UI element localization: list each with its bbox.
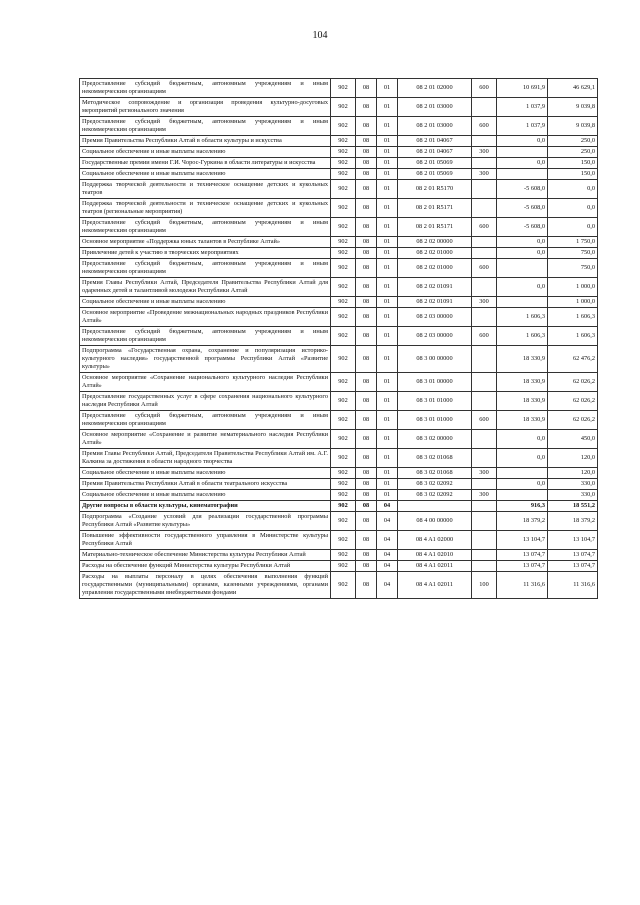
table-row bbox=[80, 561, 598, 572]
row-value1-cell: 18 330,9 bbox=[497, 346, 548, 373]
table-row bbox=[80, 308, 598, 327]
row-rz-cell: 08 bbox=[356, 490, 377, 501]
table-row bbox=[80, 512, 598, 531]
row-name-cell: Предоставление субсидий бюджетным, автономным учреждениям и иным некоммерческим организациям bbox=[80, 117, 331, 136]
row-csr-cell: 08 3 02 02092 bbox=[398, 490, 472, 501]
row-ved-cell: 902 bbox=[331, 259, 356, 278]
row-value1-cell: 13 074,7 bbox=[497, 550, 548, 561]
row-value1-cell: 0,0 bbox=[497, 430, 548, 449]
row-value1-cell: 0,0 bbox=[497, 158, 548, 169]
row-csr-cell: 08 2 02 01000 bbox=[398, 259, 472, 278]
row-ved-cell: 902 bbox=[331, 136, 356, 147]
row-value1-cell: 1 037,9 bbox=[497, 117, 548, 136]
row-value2-cell: 120,0 bbox=[548, 449, 598, 468]
row-ved-cell: 902 bbox=[331, 278, 356, 297]
table-row bbox=[80, 479, 598, 490]
row-value1-cell: 18 330,9 bbox=[497, 373, 548, 392]
table-row bbox=[80, 550, 598, 561]
row-value2-cell: 120,0 bbox=[548, 468, 598, 479]
row-vr-cell: 100 bbox=[472, 572, 497, 599]
row-rz-cell: 08 bbox=[356, 512, 377, 531]
row-value1-cell bbox=[497, 297, 548, 308]
row-vr-cell: 600 bbox=[472, 218, 497, 237]
row-vr-cell: 600 bbox=[472, 259, 497, 278]
row-value2-cell: 11 316,6 bbox=[548, 572, 598, 599]
row-value1-cell: 18 330,9 bbox=[497, 392, 548, 411]
row-name-cell: Расходы на обеспечение функций Министерства культуры Республики Алтай bbox=[80, 561, 331, 572]
row-rz-cell: 08 bbox=[356, 531, 377, 550]
row-vr-cell bbox=[472, 180, 497, 199]
row-name-cell: Подпрограмма «Государственная охрана, сохранение и популяризация историко-культурного наследия» государственной программы Республики Алтай «Развитие культуры» bbox=[80, 346, 331, 373]
row-csr-cell: 08 2 03 00000 bbox=[398, 308, 472, 327]
row-pr-cell: 04 bbox=[377, 501, 398, 512]
row-ved-cell: 902 bbox=[331, 98, 356, 117]
row-vr-cell: 600 bbox=[472, 79, 497, 98]
row-value1-cell: 13 104,7 bbox=[497, 531, 548, 550]
row-ved-cell: 902 bbox=[331, 346, 356, 373]
row-value2-cell: 1 606,3 bbox=[548, 327, 598, 346]
row-pr-cell: 01 bbox=[377, 479, 398, 490]
row-value2-cell: 18 551,2 bbox=[548, 501, 598, 512]
row-value2-cell: 1 000,0 bbox=[548, 297, 598, 308]
row-csr-cell: 08 4 A1 02000 bbox=[398, 531, 472, 550]
row-value1-cell: 0,0 bbox=[497, 237, 548, 248]
row-pr-cell: 01 bbox=[377, 248, 398, 259]
row-value1-cell: 18 330,9 bbox=[497, 411, 548, 430]
table-row bbox=[80, 199, 598, 218]
row-name-cell: Социальное обеспечение и иные выплаты населению bbox=[80, 490, 331, 501]
row-rz-cell: 08 bbox=[356, 248, 377, 259]
row-ved-cell: 902 bbox=[331, 561, 356, 572]
row-csr-cell: 08 2 01 R5170 bbox=[398, 180, 472, 199]
row-name-cell: Основное мероприятие «Сохранение национального культурного наследия Республики Алтай» bbox=[80, 373, 331, 392]
table-row bbox=[80, 411, 598, 430]
row-name-cell: Социальное обеспечение и иные выплаты населению bbox=[80, 169, 331, 180]
row-value2-cell: 13 104,7 bbox=[548, 531, 598, 550]
row-rz-cell: 08 bbox=[356, 449, 377, 468]
row-value2-cell: 62 026,2 bbox=[548, 392, 598, 411]
row-vr-cell bbox=[472, 479, 497, 490]
row-ved-cell: 902 bbox=[331, 411, 356, 430]
row-value1-cell: 10 691,9 bbox=[497, 79, 548, 98]
row-value1-cell bbox=[497, 147, 548, 158]
row-name-cell: Предоставление субсидий бюджетным, автономным учреждениям и иным некоммерческим организациям bbox=[80, 411, 331, 430]
row-vr-cell: 300 bbox=[472, 468, 497, 479]
row-pr-cell: 01 bbox=[377, 490, 398, 501]
row-name-cell: Подпрограмма «Создание условий для реализации государственной программы Республики Алтай «Развитие культуры» bbox=[80, 512, 331, 531]
table-row bbox=[80, 158, 598, 169]
table-row bbox=[80, 147, 598, 158]
row-rz-cell: 08 bbox=[356, 572, 377, 599]
row-rz-cell: 08 bbox=[356, 501, 377, 512]
row-name-cell: Социальное обеспечение и иные выплаты населению bbox=[80, 468, 331, 479]
row-ved-cell: 902 bbox=[331, 327, 356, 346]
row-ved-cell: 902 bbox=[331, 392, 356, 411]
row-name-cell: Государственные премии имени Г.И. Чорос-Гуркина в области литературы и искусства bbox=[80, 158, 331, 169]
row-ved-cell: 902 bbox=[331, 308, 356, 327]
row-ved-cell: 902 bbox=[331, 490, 356, 501]
row-ved-cell: 902 bbox=[331, 297, 356, 308]
row-value2-cell: 13 074,7 bbox=[548, 550, 598, 561]
row-ved-cell: 902 bbox=[331, 158, 356, 169]
table-row bbox=[80, 373, 598, 392]
row-vr-cell bbox=[472, 346, 497, 373]
row-ved-cell: 902 bbox=[331, 79, 356, 98]
row-rz-cell: 08 bbox=[356, 278, 377, 297]
row-csr-cell: 08 2 01 R5171 bbox=[398, 218, 472, 237]
table-row bbox=[80, 468, 598, 479]
row-vr-cell bbox=[472, 501, 497, 512]
table-row bbox=[80, 79, 598, 98]
row-rz-cell: 08 bbox=[356, 479, 377, 490]
table-body bbox=[80, 79, 598, 599]
row-name-cell: Привлечение детей к участию в творческих мероприятиях bbox=[80, 248, 331, 259]
row-name-cell: Премия Правительства Республики Алтай в области культуры и искусства bbox=[80, 136, 331, 147]
row-csr-cell: 08 4 A1 02010 bbox=[398, 550, 472, 561]
row-name-cell: Социальное обеспечение и иные выплаты населению bbox=[80, 297, 331, 308]
row-value2-cell: 1 750,0 bbox=[548, 237, 598, 248]
row-rz-cell: 08 bbox=[356, 346, 377, 373]
row-name-cell: Повышение эффективности государственного управления в Министерстве культуры Республики Алтай bbox=[80, 531, 331, 550]
row-rz-cell: 08 bbox=[356, 430, 377, 449]
row-value2-cell: 62 476,2 bbox=[548, 346, 598, 373]
row-value2-cell: 150,0 bbox=[548, 158, 598, 169]
row-value2-cell: 0,0 bbox=[548, 199, 598, 218]
row-csr-cell: 08 2 03 00000 bbox=[398, 327, 472, 346]
row-vr-cell: 600 bbox=[472, 411, 497, 430]
row-ved-cell: 902 bbox=[331, 531, 356, 550]
table-row bbox=[80, 248, 598, 259]
row-csr-cell: 08 2 02 01091 bbox=[398, 297, 472, 308]
row-ved-cell: 902 bbox=[331, 180, 356, 199]
row-value2-cell: 750,0 bbox=[548, 259, 598, 278]
row-csr-cell: 08 4 A1 02011 bbox=[398, 561, 472, 572]
row-pr-cell: 04 bbox=[377, 561, 398, 572]
row-value1-cell: 18 379,2 bbox=[497, 512, 548, 531]
row-rz-cell: 08 bbox=[356, 218, 377, 237]
row-vr-cell: 300 bbox=[472, 490, 497, 501]
table-row bbox=[80, 572, 598, 599]
row-ved-cell: 902 bbox=[331, 449, 356, 468]
row-vr-cell bbox=[472, 373, 497, 392]
table-row bbox=[80, 259, 598, 278]
row-rz-cell: 08 bbox=[356, 180, 377, 199]
row-name-cell: Предоставление субсидий бюджетным, автономным учреждениям и иным некоммерческим организациям bbox=[80, 259, 331, 278]
table-row bbox=[80, 278, 598, 297]
row-vr-cell: 300 bbox=[472, 147, 497, 158]
row-vr-cell: 300 bbox=[472, 297, 497, 308]
table-row bbox=[80, 327, 598, 346]
row-vr-cell bbox=[472, 430, 497, 449]
row-name-cell: Поддержка творческой деятельности и техническое оснащение детских и кукольных театров (региональные мероприятия) bbox=[80, 199, 331, 218]
budget-table bbox=[79, 78, 598, 599]
row-pr-cell: 04 bbox=[377, 550, 398, 561]
row-csr-cell: 08 2 01 04067 bbox=[398, 136, 472, 147]
row-pr-cell: 01 bbox=[377, 218, 398, 237]
row-csr-cell: 08 4 A1 02011 bbox=[398, 572, 472, 599]
row-csr-cell: 08 3 00 00000 bbox=[398, 346, 472, 373]
row-value1-cell: 0,0 bbox=[497, 248, 548, 259]
row-rz-cell: 08 bbox=[356, 158, 377, 169]
row-csr-cell: 08 2 01 04067 bbox=[398, 147, 472, 158]
row-name-cell: Основное мероприятие «Сохранение и развитие нематериального наследия Республики Алтай» bbox=[80, 430, 331, 449]
row-ved-cell: 902 bbox=[331, 430, 356, 449]
row-name-cell: Основное мероприятие «Проведение межнациональных народных праздников Республики Алтай» bbox=[80, 308, 331, 327]
row-ved-cell: 902 bbox=[331, 501, 356, 512]
row-pr-cell: 01 bbox=[377, 327, 398, 346]
row-value2-cell: 450,0 bbox=[548, 430, 598, 449]
row-pr-cell: 01 bbox=[377, 430, 398, 449]
row-csr-cell: 08 3 01 00000 bbox=[398, 373, 472, 392]
row-value1-cell: -5 608,0 bbox=[497, 180, 548, 199]
row-name-cell: Премия Главы Республики Алтай, Председателя Правительства Республики Алтай для одаренных детей и талантливой молодежи Республики Алтай bbox=[80, 278, 331, 297]
row-vr-cell bbox=[472, 550, 497, 561]
row-csr-cell: 08 2 01 03000 bbox=[398, 117, 472, 136]
row-value1-cell: 0,0 bbox=[497, 136, 548, 147]
row-csr-cell: 08 3 02 00000 bbox=[398, 430, 472, 449]
row-value1-cell bbox=[497, 468, 548, 479]
row-vr-cell bbox=[472, 392, 497, 411]
row-value2-cell: 13 074,7 bbox=[548, 561, 598, 572]
row-csr-cell: 08 2 02 00000 bbox=[398, 237, 472, 248]
row-value2-cell: 330,0 bbox=[548, 479, 598, 490]
row-vr-cell bbox=[472, 449, 497, 468]
row-ved-cell: 902 bbox=[331, 572, 356, 599]
row-pr-cell: 01 bbox=[377, 117, 398, 136]
row-value2-cell: 150,0 bbox=[548, 169, 598, 180]
row-csr-cell: 08 3 01 01000 bbox=[398, 411, 472, 430]
row-csr-cell: 08 2 02 01091 bbox=[398, 278, 472, 297]
row-ved-cell: 902 bbox=[331, 550, 356, 561]
row-name-cell: Предоставление субсидий бюджетным, автономным учреждениям и иным некоммерческим организациям bbox=[80, 218, 331, 237]
row-csr-cell: 08 2 01 R5171 bbox=[398, 199, 472, 218]
row-csr-cell: 08 2 01 03000 bbox=[398, 98, 472, 117]
row-value2-cell: 62 026,2 bbox=[548, 411, 598, 430]
row-ved-cell: 902 bbox=[331, 218, 356, 237]
row-name-cell: Предоставление субсидий бюджетным, автономным учреждениям и иным некоммерческим организациям bbox=[80, 327, 331, 346]
row-value2-cell: 250,0 bbox=[548, 136, 598, 147]
row-name-cell: Поддержка творческой деятельности и техническое оснащение детских и кукольных театров bbox=[80, 180, 331, 199]
row-pr-cell: 01 bbox=[377, 169, 398, 180]
row-vr-cell bbox=[472, 561, 497, 572]
row-pr-cell: 04 bbox=[377, 531, 398, 550]
row-ved-cell: 902 bbox=[331, 169, 356, 180]
table-row bbox=[80, 346, 598, 373]
row-name-cell: Предоставление государственных услуг в сфере сохранения национального культурного наследия Республики Алтай bbox=[80, 392, 331, 411]
row-value1-cell: 1 606,3 bbox=[497, 308, 548, 327]
row-rz-cell: 08 bbox=[356, 308, 377, 327]
row-value2-cell: 9 039,8 bbox=[548, 98, 598, 117]
row-pr-cell: 01 bbox=[377, 79, 398, 98]
row-vr-cell bbox=[472, 98, 497, 117]
row-value1-cell bbox=[497, 259, 548, 278]
row-value1-cell: 0,0 bbox=[497, 278, 548, 297]
row-name-cell: Расходы на выплаты персоналу в целях обеспечения выполнения функций государственными (муниципальными) органами, казенными учреждениями, органами управления государственными внебюджетными фондами bbox=[80, 572, 331, 599]
row-ved-cell: 902 bbox=[331, 512, 356, 531]
row-pr-cell: 01 bbox=[377, 392, 398, 411]
row-value2-cell: 1 606,3 bbox=[548, 308, 598, 327]
row-vr-cell bbox=[472, 531, 497, 550]
row-vr-cell bbox=[472, 308, 497, 327]
row-vr-cell bbox=[472, 278, 497, 297]
table-row bbox=[80, 98, 598, 117]
row-rz-cell: 08 bbox=[356, 136, 377, 147]
row-value2-cell: 62 026,2 bbox=[548, 373, 598, 392]
row-value1-cell: 13 074,7 bbox=[497, 561, 548, 572]
row-ved-cell: 902 bbox=[331, 199, 356, 218]
row-value1-cell bbox=[497, 169, 548, 180]
row-value1-cell: -5 608,0 bbox=[497, 199, 548, 218]
table-row bbox=[80, 237, 598, 248]
row-pr-cell: 04 bbox=[377, 572, 398, 599]
row-vr-cell: 600 bbox=[472, 117, 497, 136]
row-value1-cell: 916,3 bbox=[497, 501, 548, 512]
row-ved-cell: 902 bbox=[331, 147, 356, 158]
table-row bbox=[80, 430, 598, 449]
row-rz-cell: 08 bbox=[356, 411, 377, 430]
row-vr-cell: 300 bbox=[472, 169, 497, 180]
row-value2-cell: 46 629,1 bbox=[548, 79, 598, 98]
table-row bbox=[80, 490, 598, 501]
row-rz-cell: 08 bbox=[356, 327, 377, 346]
row-pr-cell: 01 bbox=[377, 411, 398, 430]
row-pr-cell: 01 bbox=[377, 136, 398, 147]
row-name-cell: Другие вопросы в области культуры, кинематографии bbox=[80, 501, 331, 512]
row-vr-cell bbox=[472, 136, 497, 147]
page-number: 104 bbox=[312, 30, 328, 41]
row-value2-cell: 250,0 bbox=[548, 147, 598, 158]
row-ved-cell: 902 bbox=[331, 373, 356, 392]
row-value2-cell: 18 379,2 bbox=[548, 512, 598, 531]
row-csr-cell: 08 3 02 02092 bbox=[398, 479, 472, 490]
row-value2-cell: 0,0 bbox=[548, 180, 598, 199]
row-name-cell: Методическое сопровождение и организация проведения культурно-досуговых мероприятий регионального значения bbox=[80, 98, 331, 117]
row-value2-cell: 750,0 bbox=[548, 248, 598, 259]
row-vr-cell bbox=[472, 158, 497, 169]
row-pr-cell: 01 bbox=[377, 373, 398, 392]
row-value1-cell: 1 606,3 bbox=[497, 327, 548, 346]
row-csr-cell: 08 2 01 02000 bbox=[398, 79, 472, 98]
row-vr-cell bbox=[472, 512, 497, 531]
row-pr-cell: 01 bbox=[377, 199, 398, 218]
row-value1-cell: 1 037,9 bbox=[497, 98, 548, 117]
row-rz-cell: 08 bbox=[356, 561, 377, 572]
row-value2-cell: 330,0 bbox=[548, 490, 598, 501]
row-csr-cell: 08 2 01 05069 bbox=[398, 169, 472, 180]
row-pr-cell: 01 bbox=[377, 346, 398, 373]
row-value2-cell: 9 039,8 bbox=[548, 117, 598, 136]
row-pr-cell: 01 bbox=[377, 449, 398, 468]
row-csr-cell: 08 2 02 01000 bbox=[398, 248, 472, 259]
row-value1-cell: 0,0 bbox=[497, 479, 548, 490]
row-rz-cell: 08 bbox=[356, 237, 377, 248]
row-rz-cell: 08 bbox=[356, 199, 377, 218]
row-vr-cell bbox=[472, 237, 497, 248]
table-row bbox=[80, 449, 598, 468]
row-vr-cell bbox=[472, 199, 497, 218]
row-rz-cell: 08 bbox=[356, 117, 377, 136]
row-rz-cell: 08 bbox=[356, 79, 377, 98]
row-pr-cell: 01 bbox=[377, 278, 398, 297]
row-name-cell: Премия Главы Республики Алтай, Председателя Правительства Республики Алтай им. А.Г. Калкина за достижения в области народного творчества bbox=[80, 449, 331, 468]
row-pr-cell: 01 bbox=[377, 259, 398, 278]
row-value1-cell bbox=[497, 490, 548, 501]
row-value1-cell: 11 316,6 bbox=[497, 572, 548, 599]
row-value2-cell: 0,0 bbox=[548, 218, 598, 237]
table-row bbox=[80, 297, 598, 308]
row-value1-cell: -5 608,0 bbox=[497, 218, 548, 237]
row-pr-cell: 01 bbox=[377, 308, 398, 327]
row-pr-cell: 01 bbox=[377, 147, 398, 158]
row-pr-cell: 04 bbox=[377, 512, 398, 531]
table-row bbox=[80, 501, 598, 512]
row-vr-cell bbox=[472, 248, 497, 259]
row-rz-cell: 08 bbox=[356, 392, 377, 411]
row-ved-cell: 902 bbox=[331, 237, 356, 248]
table-row bbox=[80, 169, 598, 180]
row-pr-cell: 01 bbox=[377, 158, 398, 169]
row-name-cell: Материально-техническое обеспечение Министерства культуры Республики Алтай bbox=[80, 550, 331, 561]
row-pr-cell: 01 bbox=[377, 297, 398, 308]
table-row bbox=[80, 136, 598, 147]
row-csr-cell: 08 3 02 01068 bbox=[398, 449, 472, 468]
row-csr-cell bbox=[398, 501, 472, 512]
row-pr-cell: 01 bbox=[377, 468, 398, 479]
row-pr-cell: 01 bbox=[377, 98, 398, 117]
row-vr-cell: 600 bbox=[472, 327, 497, 346]
row-rz-cell: 08 bbox=[356, 468, 377, 479]
row-csr-cell: 08 4 00 00000 bbox=[398, 512, 472, 531]
row-value2-cell: 1 000,0 bbox=[548, 278, 598, 297]
row-rz-cell: 08 bbox=[356, 147, 377, 158]
row-name-cell: Основное мероприятие «Поддержка юных талантов в Республике Алтай» bbox=[80, 237, 331, 248]
row-csr-cell: 08 3 02 01068 bbox=[398, 468, 472, 479]
row-name-cell: Предоставление субсидий бюджетным, автономным учреждениям и иным некоммерческим организациям bbox=[80, 79, 331, 98]
table-row bbox=[80, 180, 598, 199]
row-ved-cell: 902 bbox=[331, 468, 356, 479]
row-pr-cell: 01 bbox=[377, 180, 398, 199]
row-ved-cell: 902 bbox=[331, 117, 356, 136]
table-row bbox=[80, 392, 598, 411]
row-ved-cell: 902 bbox=[331, 479, 356, 490]
row-rz-cell: 08 bbox=[356, 297, 377, 308]
table-row bbox=[80, 531, 598, 550]
row-name-cell: Премия Правительства Республики Алтай в области театрального искусства bbox=[80, 479, 331, 490]
row-value1-cell: 0,0 bbox=[497, 449, 548, 468]
row-rz-cell: 08 bbox=[356, 98, 377, 117]
row-rz-cell: 08 bbox=[356, 373, 377, 392]
row-ved-cell: 902 bbox=[331, 248, 356, 259]
table-row bbox=[80, 218, 598, 237]
row-rz-cell: 08 bbox=[356, 169, 377, 180]
row-pr-cell: 01 bbox=[377, 237, 398, 248]
row-name-cell: Социальное обеспечение и иные выплаты населению bbox=[80, 147, 331, 158]
row-csr-cell: 08 2 01 05069 bbox=[398, 158, 472, 169]
row-rz-cell: 08 bbox=[356, 259, 377, 278]
table-row bbox=[80, 117, 598, 136]
row-rz-cell: 08 bbox=[356, 550, 377, 561]
row-csr-cell: 08 3 01 01000 bbox=[398, 392, 472, 411]
